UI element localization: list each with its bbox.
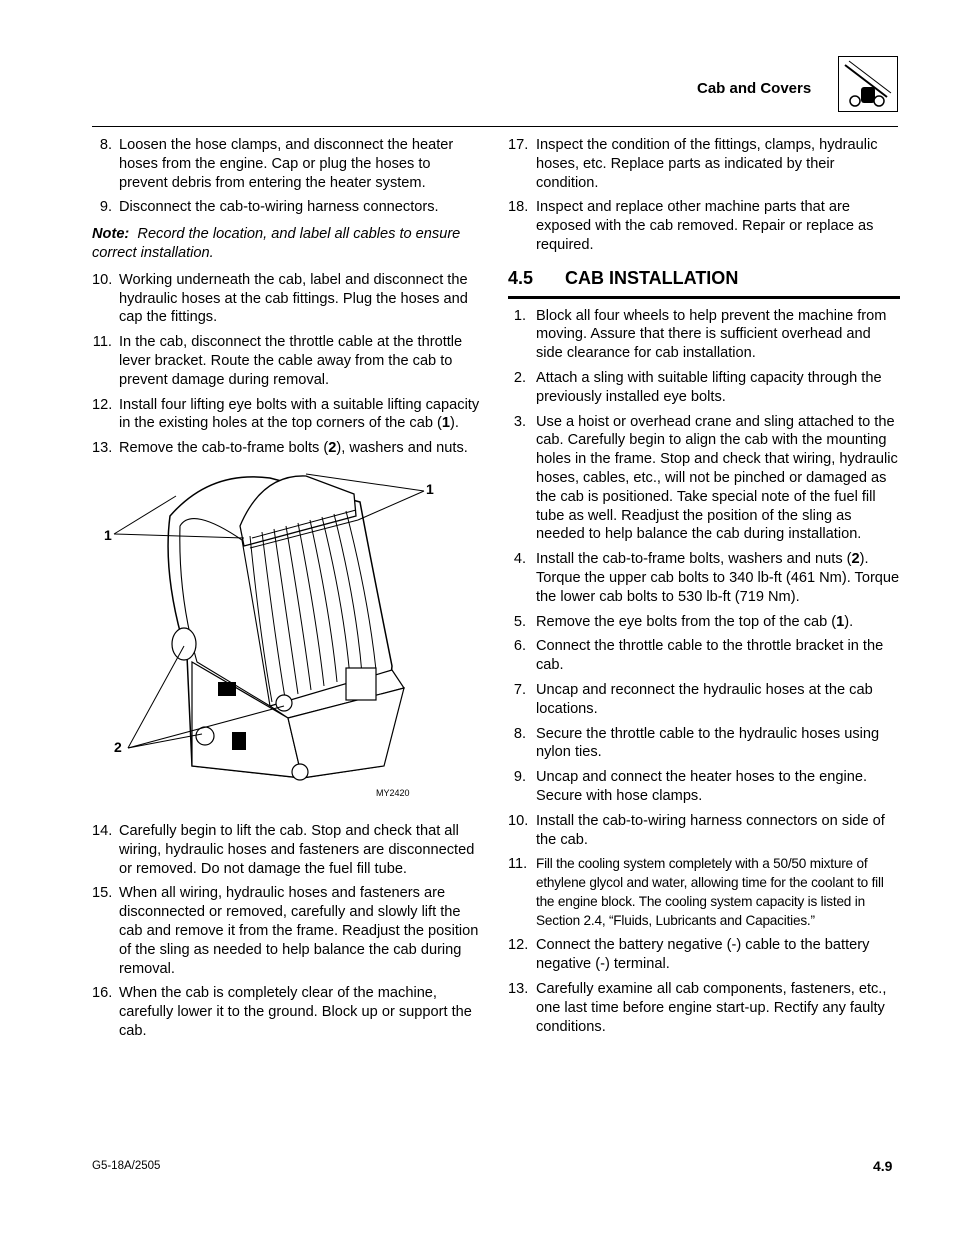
step-list [92,822,482,1041]
step-number: 13. [508,981,529,998]
step-number: 12. [92,396,113,413]
list-item [508,613,900,632]
step-text-post: ). [450,415,459,432]
step-text: Carefully examine all cab components, fasteners, etc., one last time before engine start-up. Rectify any faulty conditions. [536,981,887,1035]
step-text: Carefully begin to lift the cab. Stop and check that all wiring, hydraulic hoses and fasteners are disconnected or removed. Do not damage the fuel fill tube. [119,822,475,877]
list-item [508,725,900,763]
step-text-pre: Install the cab-to-frame bolts, washers and nuts ( [536,551,852,568]
document-code: G5-18A/2505 [92,1160,161,1172]
callout-2: 2 [114,738,122,755]
list-item [92,984,482,1040]
list-item [508,681,900,719]
step-number: 15. [92,885,113,902]
step-text-pre: Remove the eye bolts from the top of the cab ( [536,613,837,630]
note-label: Note: [92,226,130,243]
step-text [536,614,853,630]
step-text: Uncap and reconnect the hydraulic hoses at the cab locations. [536,681,873,717]
page-number: 4.9 [873,1158,893,1174]
step-number: 14. [92,822,113,839]
list-item [92,271,482,327]
step-text: In the cab, disconnect the throttle cable at the throttle lever bracket. Route the cable away from the cab to prevent damage during removal. [119,334,463,388]
step-text: When all wiring, hydraulic hoses and fasteners are disconnected or removed, carefully and slowly lift the cab and remove it from the frame. Readjust the position of the sling as needed to help balance the cab during removal. [119,885,479,977]
callout-ref: 1 [836,613,845,630]
step-text: Use a hoist or overhead crane and sling attached to the cab. Carefully begin to align the cab with the mounting holes in the frame. Stop and check that wiring, hydraulic hoses, cables, etc., will not be pinched or damaged as the cab is positioned. Take special note of the fuel fill tube as well. Readjust the position of the sling as needed to help balance the cab during installation. [536,413,898,543]
step-number: 6. [513,638,526,655]
step-number: 8. [99,137,112,153]
note-text: Record the location, and label all cables to ensure correct installation. [92,226,461,261]
step-number: 17. [508,137,529,153]
step-number: 11. [92,334,112,351]
step-number: 8. [513,725,526,742]
step-text: Inspect the condition of the fittings, clamps, hydraulic hoses, etc. Replace parts as indicated by their condition. [536,137,878,191]
step-number: 9. [513,769,526,786]
note [92,225,482,263]
list-item [508,369,900,407]
step-text-post: ). [844,613,854,630]
step-text-post: ), washers and nuts. [336,440,468,457]
list-item [92,822,482,878]
step-text-pre: Install four lifting eye bolts with a suitable lifting capacity in the existing holes at the top corners of the cab ( [119,396,480,432]
step-text-post: ). Torque the upper cab bolts to 340 lb-ft (461 Nm). Torque the lower cab bolts to 530 lb-ft (719 Nm). [536,551,900,605]
step-text: When the cab is completely clear of the machine, carefully lower it to the ground. Block up or support the cab. [119,985,472,1039]
section-number: 4.5 [508,267,534,288]
step-number: 18. [508,199,529,216]
step-text: Block all four wheels to help prevent the machine from moving. Assure that there is sufficient overhead and side clearance for cab installation. [536,307,887,362]
step-text [536,551,899,605]
right-column [508,136,900,1042]
list-item [92,198,482,217]
step-text: Secure the throttle cable to the hydraulic hoses using nylon ties. [536,725,880,761]
list-item [508,936,900,974]
step-list [508,307,900,1037]
list-item [92,136,482,192]
callout-1-left: 1 [104,526,112,543]
list-item [508,307,900,363]
step-number: 10. [508,812,529,829]
callout-ref: 2 [328,440,337,457]
list-item [92,333,482,389]
step-number: 3. [513,413,526,430]
section-header-title: Cab and Covers [697,80,812,97]
step-text: Inspect and replace other machine parts that are exposed with the cab removed. Repair or replace as required. [536,199,874,253]
list-item [92,439,482,458]
list-item [508,198,900,254]
callout-1-right: 1 [426,480,434,497]
step-text: Working underneath the cab, label and disconnect the hydraulic hoses at the cab fittings. Plug the hoses and cap the fittings. [119,271,468,326]
list-item [508,812,900,850]
list-item [92,396,482,434]
step-number: 2. [513,369,526,386]
step-number: 9. [99,199,112,216]
list-item [508,637,900,675]
section-title: CAB INSTALLATION [565,267,739,288]
step-text: Disconnect the cab-to-wiring harness connectors. [119,199,439,216]
step-text: Connect the throttle cable to the throttle bracket in the cab. [536,638,884,674]
step-number: 11. [508,856,528,873]
left-column [92,136,482,1047]
step-text [119,397,479,432]
list-item [508,413,900,545]
step-text [119,440,468,456]
step-number: 10. [92,271,113,288]
step-number: 1. [513,307,526,324]
step-number: 13. [92,440,113,457]
step-number: 12. [508,937,529,954]
step-number: 7. [513,681,526,698]
step-text: Install the cab-to-wiring harness connectors on side of the cab. [536,812,885,848]
header-divider [92,126,898,127]
callout-ref: 1 [441,415,450,432]
step-text: Loosen the hose clamps, and disconnect the heater hoses from the engine. Cap or plug the hoses to prevent debris from entering the heater system. [119,137,454,191]
step-text: Uncap and connect the heater hoses to the engine. Secure with hose clamps. [536,769,868,804]
step-text: Fill the cooling system completely with a 50/50 mixture of ethylene glycol and water, allowing time for the coolant to fill the engine block. The cooling system capacity is listed in Section 2.4, “Fluids, Lubricants and Capacities.” [536,856,884,928]
list-item [508,768,900,806]
figure-id: MY2420 [376,787,410,798]
list-item [508,550,900,606]
step-list [92,136,482,217]
list-item [508,980,900,1036]
step-text: Connect the battery negative (-) cable to the battery negative (-) terminal. [536,937,870,973]
callout-ref: 2 [851,551,860,568]
list-item [92,884,482,978]
cab-illustration [92,466,472,812]
step-list [508,136,900,255]
step-list [92,271,482,458]
step-number: 4. [513,551,526,568]
step-text: Attach a sling with suitable lifting capacity through the previously installed eye bolts. [536,369,882,405]
list-item [508,136,900,192]
telehandler-icon [838,56,898,112]
section-heading [508,269,900,299]
step-number: 16. [92,985,113,1002]
step-number: 5. [513,613,526,630]
step-text-pre: Remove the cab-to-frame bolts ( [119,440,329,457]
cab-figure [92,466,472,812]
list-item [508,855,900,930]
